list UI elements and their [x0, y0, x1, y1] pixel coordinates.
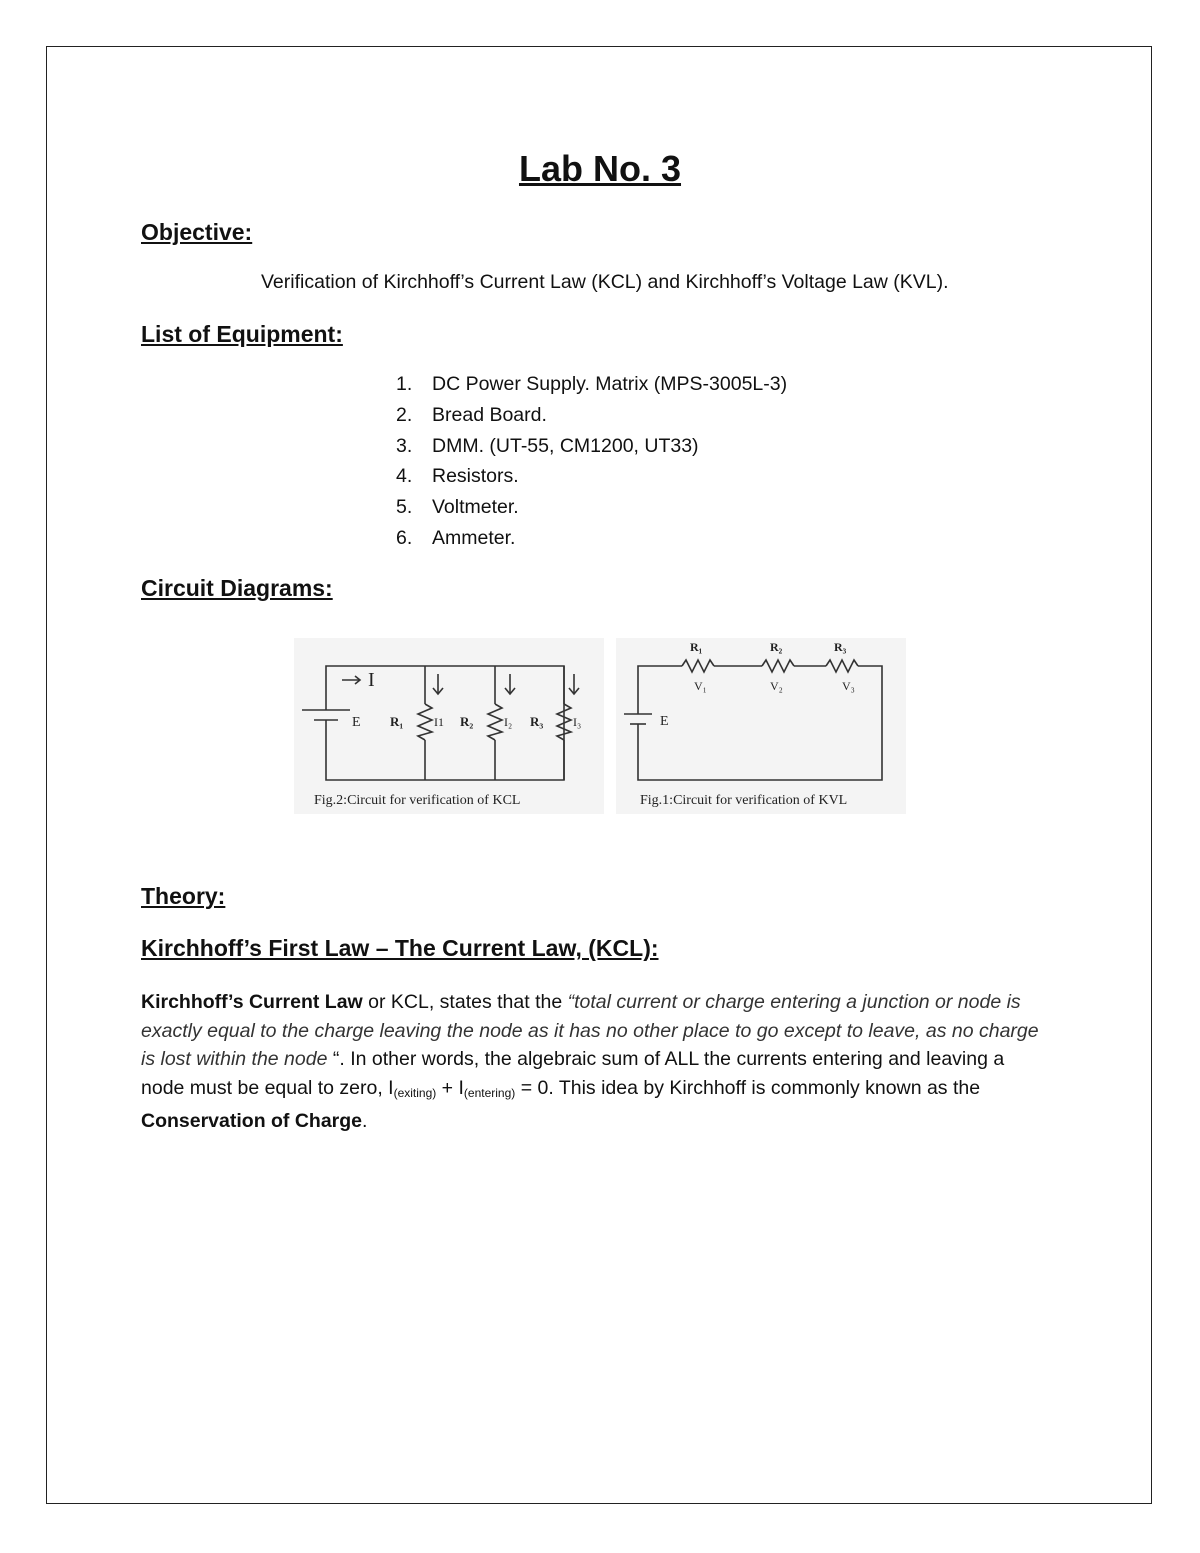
kvl-r2-label: R₂: [770, 640, 783, 654]
kcl-r1-label: R₁: [390, 714, 404, 729]
circuit-diagrams-heading: Circuit Diagrams:: [141, 575, 333, 601]
theory-heading: Theory:: [141, 883, 226, 909]
kcl-i3-label: I₃: [573, 715, 582, 729]
kcl-source-label: E: [352, 715, 361, 730]
kvl-r1-label: R₁: [690, 640, 703, 654]
kcl-i2-label: I₂: [504, 715, 513, 729]
kvl-circuit-figure: [616, 638, 906, 814]
list-item: 6. Ammeter.: [396, 526, 516, 549]
list-item: 1. DC Power Supply. Matrix (MPS-3005L-3): [396, 373, 788, 395]
kcl-circuit-figure: [294, 638, 604, 814]
equipment-list: [396, 369, 787, 554]
list-item: 3. DMM. (UT-55, CM1200, UT33): [396, 434, 699, 457]
kvl-v3-label: V₃: [842, 679, 855, 693]
list-item: 4. Resistors.: [396, 465, 519, 488]
theory-paragraph: Kirchhoff’s Current Law or KCL, states that the “total current or charge entering a junction or node is exactly equal to the charge leaving the node as it has no other place to go except to leave, as no charge is lost within the node “. In other words, the algebraic sum of ALL the currents entering and leaving a node must be equal to zero, $I_{(exiting)} + I_{(entering)} = 0$. This idea by Kirchhoff is commonly known as the Conservation of Charge.: [141, 991, 1039, 1132]
kcl-total-current-label: I: [368, 669, 375, 691]
objective-heading: Objective:: [141, 219, 253, 245]
list-item: 2. Bread Board.: [396, 403, 547, 426]
kvl-caption: Fig.1:Circuit for verification of KVL: [640, 793, 848, 808]
page-title: Lab No. 3: [518, 148, 682, 189]
kcl-caption: Fig.2:Circuit for verification of KCL: [314, 793, 521, 808]
equipment-heading: List of Equipment:: [141, 321, 343, 347]
kcl-law-subheading: Kirchhoff’s First Law – The Current Law, (KCL):: [141, 935, 659, 961]
list-item: 5. Voltmeter.: [396, 496, 519, 519]
kvl-r3-label: R₃: [834, 640, 847, 654]
kvl-source-label: E: [660, 714, 669, 729]
kcl-r3-label: R₃: [530, 714, 544, 729]
kvl-v1-label: V₁: [694, 679, 707, 693]
objective-text: Verification of Kirchhoff’s Current Law (KCL) and Kirchhoff’s Voltage Law (KVL).: [261, 271, 949, 293]
kcl-r2-label: R₂: [460, 714, 474, 729]
kcl-i1-label: I1: [434, 715, 444, 729]
kvl-v2-label: V₂: [770, 679, 783, 693]
